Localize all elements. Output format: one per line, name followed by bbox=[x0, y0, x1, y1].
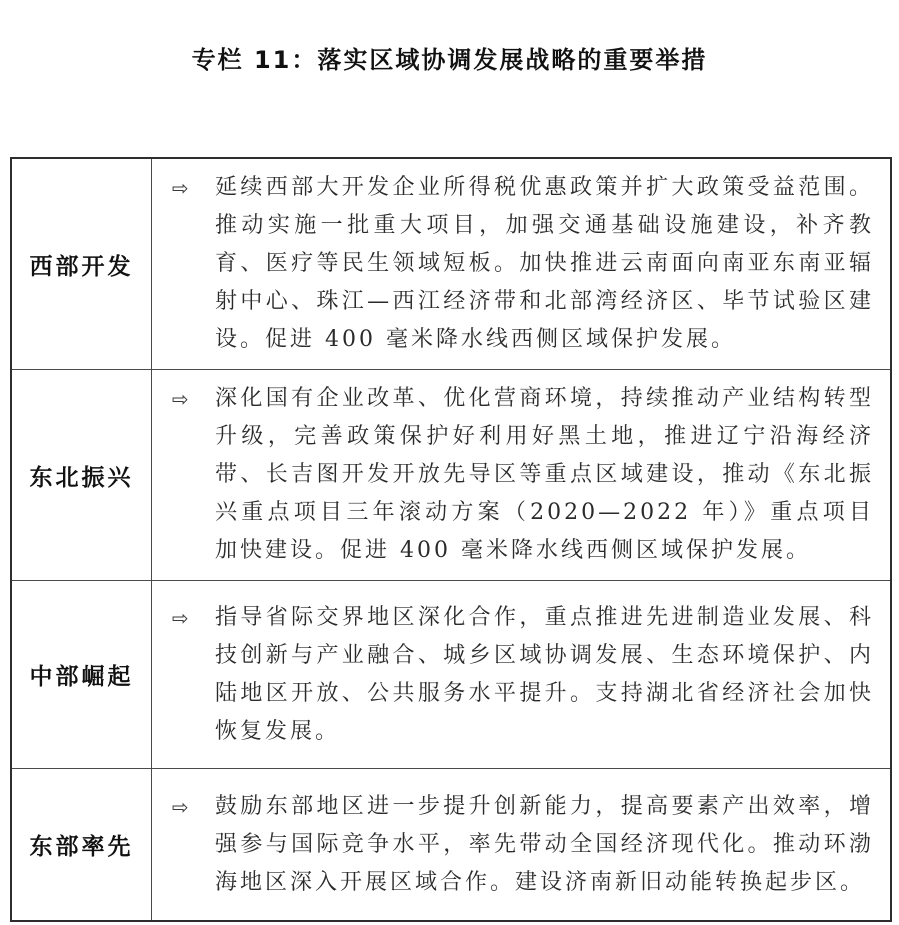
table-row-west-development bbox=[12, 159, 890, 369]
row-content-west bbox=[152, 159, 890, 369]
arrow-bullet-icon: ⇨ bbox=[172, 176, 189, 200]
arrow-bullet-icon: ⇨ bbox=[172, 605, 189, 630]
table-row-east-lead bbox=[12, 768, 890, 920]
region-label-central: 中部崛起 bbox=[12, 581, 152, 768]
arrow-bullet-icon: ⇨ bbox=[172, 387, 189, 411]
row-content-central bbox=[152, 581, 890, 768]
row-text-west: 延续西部大开发企业所得税优惠政策并扩大政策受益范围。推动实施一批重大项目，加强交通基础设施建设，补齐教育、医疗等民生领域短板。加快推进云南面向南亚东南亚辐射中心、珠江—西江经济带和北部湾经济区、毕节试验区建设。促进 400 毫米降水线西侧区域保护发展。 bbox=[215, 175, 874, 352]
row-text-northeast: 深化国有企业改革、优化营商环境，持续推动产业结构转型升级，完善政策保护好利用好黑土地，推进辽宁沿海经济带、长吉图开发开放先导区等重点区域建设，推动《东北振兴重点项目三年滚动方案（2020—2022 年）》重点项目加快建设。促进 400 毫米降水线西侧区域保护发展。 bbox=[215, 386, 874, 563]
region-label-west: 西部开发 bbox=[12, 159, 152, 369]
row-content-northeast bbox=[152, 370, 890, 580]
row-content-east bbox=[152, 769, 890, 920]
table-row-northeast-revitalization bbox=[12, 369, 890, 580]
page-title: 专栏 11：落实区域协调发展战略的重要举措 bbox=[191, 46, 708, 74]
row-text-central: 指导省际交界地区深化合作，重点推进先进制造业发展、科技创新与产业融合、城乡区域协调发展、生态环境保护、内陆地区开放、公共服务水平提升。支持湖北省经济社会加快恢复发展。 bbox=[215, 604, 874, 744]
row-text-east: 鼓励东部地区进一步提升创新能力，提高要素产出效率，增强参与国际竞争水平，率先带动全国经济现代化。推动环渤海地区深入开展区域合作。建设济南新旧动能转换起步区。 bbox=[215, 793, 874, 895]
arrow-bullet-icon: ⇨ bbox=[172, 794, 189, 819]
table-row-central-rise bbox=[12, 580, 890, 768]
region-label-east: 东部率先 bbox=[12, 769, 152, 920]
measures-table bbox=[10, 157, 892, 922]
region-label-northeast: 东北振兴 bbox=[12, 370, 152, 580]
